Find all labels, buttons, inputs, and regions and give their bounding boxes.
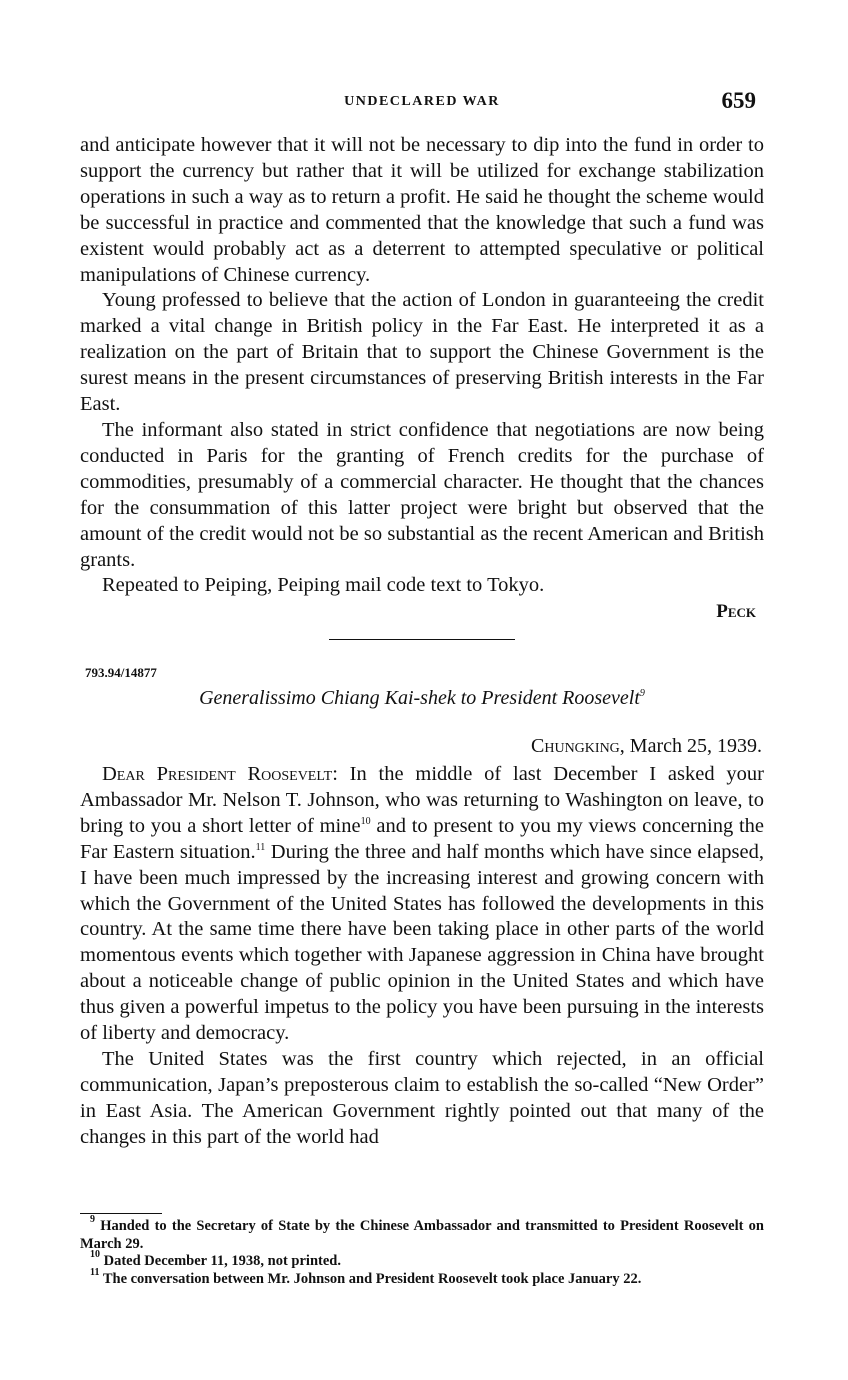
- footnote-mark: 9: [90, 1214, 95, 1225]
- footnote-text: The conversation between Mr. Johnson and President Roosevelt took place January 22.: [102, 1270, 642, 1287]
- running-title: UNDECLARED WAR: [344, 94, 500, 109]
- footnote: [80, 1266, 764, 1289]
- running-header: [80, 88, 764, 118]
- footnote-mark: 10: [90, 1249, 100, 1260]
- paragraph: [80, 762, 764, 1047]
- dateline: [531, 735, 762, 758]
- footnotes: [80, 1214, 764, 1288]
- paragraph: and anticipate however that it will not be necessary to dip into the fund in order to support the currency but rather that it will be utilized for exchange stabilization operations in such a way as to return a profit. He said he thought the scheme would be successful in practice and commented that the knowledge that such a fund was existent would probably act as a deterrent to attempted speculative or political manipulations of Chinese currency.: [80, 134, 764, 286]
- salutation: Dear President Roosevelt: [102, 763, 333, 785]
- text-run: During the three and half months which have since elapsed, I have been much impressed by the increasing interest and growing concern with which the Government of the United States has followed the developments in this country. At the same time there have been taking place in other parts of the world momentous events which together with Japanese aggression in China have brought about a noticeable change of public opinion in the United States and which have thus given a powerful impetus to the policy you have been pursuing in the interests of liberty and democracy.: [80, 840, 764, 1045]
- paragraph: The informant also stated in strict confidence that negotiations are now being conducted in Paris for the granting of French credits for the purchase of commodities, presumably of a commercial character. He thought that the chances for the consummation of this latter project were bright but observed that the amount of the credit would not be so substantial as the recent American and British grants.: [80, 418, 764, 571]
- page-number: 659: [721, 88, 756, 113]
- paragraph: Repeated to Peiping, Peiping mail code text to Tokyo.: [102, 574, 545, 597]
- footnote: [80, 1249, 764, 1271]
- dateline-date: , March 25, 1939.: [619, 735, 762, 757]
- signature: Peck: [716, 601, 756, 623]
- paragraph: Young professed to believe that the action of London in guaranteeing the credit marked a vital change in British policy in the Far East. He interpreted it as a realization on the part of Britain that to support the Chinese Government is the surest means in the present circumstances of preserving British interests in the Far East.: [80, 289, 764, 416]
- letter-body: [80, 762, 764, 1151]
- document-number: 793.94/14877: [85, 665, 157, 680]
- document-title-text: Generalissimo Chiang Kai-shek to President Roosevelt: [199, 687, 640, 709]
- footnote: [80, 1214, 764, 1253]
- document-title: [80, 687, 764, 710]
- dateline-place: Chungking: [531, 735, 620, 757]
- footnote-ref: 11: [255, 841, 266, 853]
- footnote-text: Dated December 11, 1938, not printed.: [103, 1253, 341, 1269]
- text-run: and to present to you my views concerning the Far Eastern situation.: [80, 814, 764, 863]
- text-run: : In the middle of last December I asked your Ambassador Mr. Nelson T. Johnson, who was returning to Washington on leave, to bring to you a short letter of mine: [80, 763, 764, 837]
- section-divider: [329, 639, 515, 640]
- footnote-ref: 9: [639, 688, 645, 699]
- footnote-mark: 11: [90, 1266, 100, 1278]
- paragraph: The United States was the first country which rejected, in an official communication, Japan’s preposterous claim to establish the so-called “New Order” in East Asia. The American Government rightly pointed out that many of the changes in this part of the world had: [80, 1047, 764, 1148]
- footnote-text: Handed to the Secretary of State by the Chinese Ambassador and transmitted to President Roosevelt on March 29.: [80, 1218, 764, 1252]
- footnote-ref: 10: [360, 815, 371, 827]
- continued-text: [80, 133, 764, 640]
